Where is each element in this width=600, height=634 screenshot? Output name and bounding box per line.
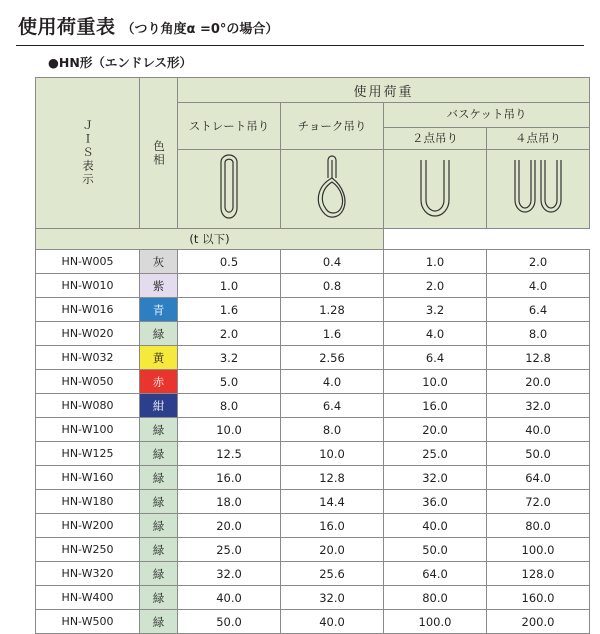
cell-basket-2point: 1.0 [384, 250, 487, 274]
cell-straight: 50.0 [178, 610, 281, 634]
sling-straight-icon [178, 150, 281, 229]
cell-straight: 18.0 [178, 490, 281, 514]
cell-basket-2point: 3.2 [384, 298, 487, 322]
cell-basket-4point: 32.0 [487, 394, 590, 418]
table-row [36, 370, 590, 394]
cell-model: HN-W320 [36, 562, 140, 586]
cell-straight: 2.0 [178, 322, 281, 346]
table-row [36, 346, 590, 370]
cell-straight: 8.0 [178, 394, 281, 418]
header-straight [178, 103, 281, 150]
cell-basket-4point: 20.0 [487, 370, 590, 394]
cell-basket-4point: 72.0 [487, 490, 590, 514]
cell-basket-2point: 20.0 [384, 418, 487, 442]
cell-basket-4point: 12.8 [487, 346, 590, 370]
cell-choke: 6.4 [281, 394, 384, 418]
cell-model: HN-W020 [36, 322, 140, 346]
sling-basket-4point-icon [487, 150, 590, 229]
table-row [36, 514, 590, 538]
cell-color: 紺 [140, 394, 178, 418]
cell-basket-4point: 2.0 [487, 250, 590, 274]
cell-model: HN-W032 [36, 346, 140, 370]
section-subtitle: ●HN形（エンドレス形） [48, 55, 192, 70]
table-row [36, 610, 590, 634]
cell-choke: 40.0 [281, 610, 384, 634]
cell-basket-4point: 4.0 [487, 274, 590, 298]
cell-straight: 25.0 [178, 538, 281, 562]
cell-model: HN-W200 [36, 514, 140, 538]
cell-basket-4point: 40.0 [487, 418, 590, 442]
cell-model: HN-W050 [36, 370, 140, 394]
cell-model: HN-W125 [36, 442, 140, 466]
cell-basket-2point: 6.4 [384, 346, 487, 370]
cell-basket-2point: 25.0 [384, 442, 487, 466]
cell-basket-2point: 64.0 [384, 562, 487, 586]
table-row [36, 394, 590, 418]
table-row [36, 298, 590, 322]
cell-model: HN-W100 [36, 418, 140, 442]
cell-choke: 32.0 [281, 586, 384, 610]
page-title-sub: （つり角度α =0°の場合） [121, 22, 279, 37]
cell-model: HN-W160 [36, 466, 140, 490]
cell-model: HN-W016 [36, 298, 140, 322]
header-color-label [140, 78, 178, 229]
cell-straight: 1.6 [178, 298, 281, 322]
header-choke-text: チョーク吊り [297, 118, 367, 133]
cell-basket-4point: 6.4 [487, 298, 590, 322]
cell-choke: 14.4 [281, 490, 384, 514]
cell-basket-4point: 128.0 [487, 562, 590, 586]
cell-basket-2point: 50.0 [384, 538, 487, 562]
cell-model: HN-W180 [36, 490, 140, 514]
cell-straight: 1.0 [178, 274, 281, 298]
table-row [36, 322, 590, 346]
cell-model: HN-W010 [36, 274, 140, 298]
cell-basket-2point: 10.0 [384, 370, 487, 394]
cell-basket-2point: 16.0 [384, 394, 487, 418]
header-basket-2point: ２点吊り [384, 127, 487, 150]
cell-basket-2point: 100.0 [384, 610, 487, 634]
table-row [36, 466, 590, 490]
header-basket-4point: ４点吊り [487, 127, 590, 150]
table-row [36, 442, 590, 466]
cell-choke: 2.56 [281, 346, 384, 370]
cell-color: 緑 [140, 466, 178, 490]
table-row [36, 274, 590, 298]
cell-choke: 25.6 [281, 562, 384, 586]
cell-choke: 1.6 [281, 322, 384, 346]
cell-color: 緑 [140, 322, 178, 346]
cell-basket-4point: 160.0 [487, 586, 590, 610]
table-row [36, 490, 590, 514]
cell-basket-4point: 100.0 [487, 538, 590, 562]
cell-choke: 1.28 [281, 298, 384, 322]
cell-model: HN-W080 [36, 394, 140, 418]
header-choke [281, 103, 384, 150]
cell-color: 緑 [140, 514, 178, 538]
cell-color: 黄 [140, 346, 178, 370]
cell-straight: 0.5 [178, 250, 281, 274]
cell-straight: 20.0 [178, 514, 281, 538]
table-row [36, 586, 590, 610]
cell-model: HN-W500 [36, 610, 140, 634]
cell-straight: 40.0 [178, 586, 281, 610]
cell-color: 紫 [140, 274, 178, 298]
cell-choke: 8.0 [281, 418, 384, 442]
cell-model: HN-W005 [36, 250, 140, 274]
cell-straight: 32.0 [178, 562, 281, 586]
cell-straight: 16.0 [178, 466, 281, 490]
table-row [36, 418, 590, 442]
sling-choke-icon [281, 150, 384, 229]
unit-row [36, 229, 590, 250]
page-title-main: 使用荷重表 [18, 16, 116, 38]
working-load-table [35, 77, 590, 634]
cell-basket-4point: 50.0 [487, 442, 590, 466]
table-row [36, 538, 590, 562]
cell-basket-2point: 80.0 [384, 586, 487, 610]
cell-choke: 0.4 [281, 250, 384, 274]
header-working-load: 使用荷重 [178, 78, 590, 103]
cell-basket-2point: 32.0 [384, 466, 487, 490]
cell-straight: 12.5 [178, 442, 281, 466]
table-row [36, 250, 590, 274]
cell-straight: 5.0 [178, 370, 281, 394]
table-row [36, 562, 590, 586]
cell-model: HN-W400 [36, 586, 140, 610]
cell-basket-2point: 36.0 [384, 490, 487, 514]
cell-basket-2point: 2.0 [384, 274, 487, 298]
cell-color: 緑 [140, 442, 178, 466]
header-color-text: 色相 [152, 139, 166, 167]
cell-choke: 20.0 [281, 538, 384, 562]
header-basket: バスケット吊り [384, 103, 590, 128]
cell-model: HN-W250 [36, 538, 140, 562]
cell-basket-2point: 4.0 [384, 322, 487, 346]
cell-color: 緑 [140, 610, 178, 634]
cell-color: 緑 [140, 562, 178, 586]
cell-straight: 10.0 [178, 418, 281, 442]
cell-choke: 4.0 [281, 370, 384, 394]
cell-basket-4point: 8.0 [487, 322, 590, 346]
cell-color: 灰 [140, 250, 178, 274]
cell-straight: 3.2 [178, 346, 281, 370]
cell-basket-4point: 64.0 [487, 466, 590, 490]
cell-color: 赤 [140, 370, 178, 394]
cell-color: 緑 [140, 586, 178, 610]
cell-basket-4point: 80.0 [487, 514, 590, 538]
page-title [14, 12, 586, 39]
cell-choke: 16.0 [281, 514, 384, 538]
cell-color: 緑 [140, 490, 178, 514]
table-header-row-group [36, 78, 590, 103]
header-jis-label [36, 78, 140, 229]
cell-basket-2point: 40.0 [384, 514, 487, 538]
cell-choke: 10.0 [281, 442, 384, 466]
unit-label: (t 以下) [36, 229, 384, 250]
sling-basket-2point-icon [384, 150, 487, 229]
cell-choke: 0.8 [281, 274, 384, 298]
cell-color: 緑 [140, 418, 178, 442]
header-straight-text: ストレート吊り [188, 118, 270, 133]
title-divider [16, 45, 584, 46]
table-body [36, 250, 590, 634]
cell-basket-4point: 200.0 [487, 610, 590, 634]
header-jis-text: ＪＩＳ表示 [81, 119, 95, 187]
cell-color: 緑 [140, 538, 178, 562]
cell-choke: 12.8 [281, 466, 384, 490]
cell-color: 青 [140, 298, 178, 322]
